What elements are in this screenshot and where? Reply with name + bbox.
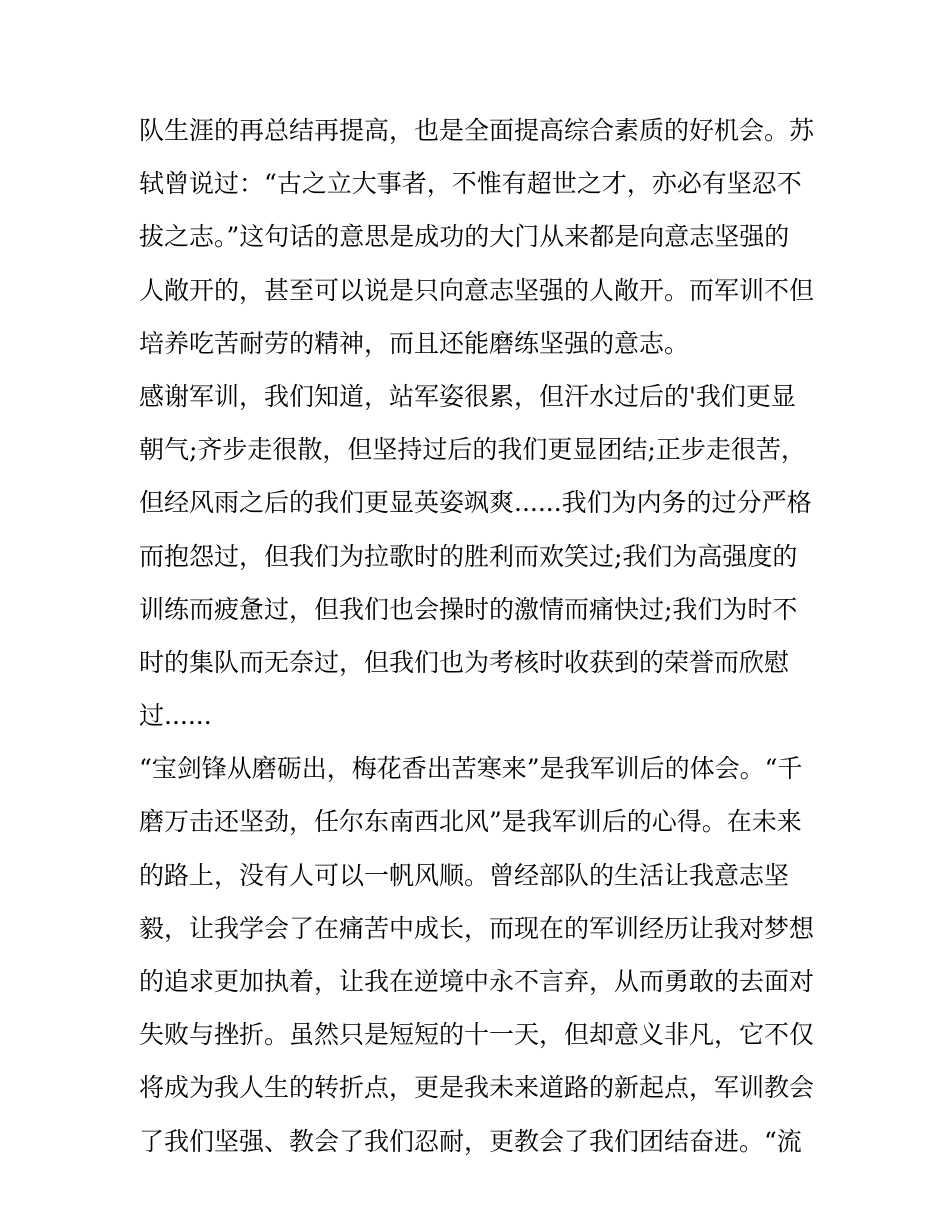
text-line: 过...... [139,701,212,731]
text-line: 时的集队而无奈过，但我们也为考核时收获到的荣誉而欣慰 [139,647,790,677]
text-line: 毅，让我学会了在痛苦中成长，而现在的军训经历让我对梦想 [139,913,815,943]
text-line: 了我们坚强、教会了我们忍耐，更教会了我们团结奋进。“流 [139,1126,802,1156]
text-line: 培养吃苦耐劳的精神，而且还能磨练坚强的意志。 [139,328,690,358]
document-body [139,104,813,1168]
text-line: 朝气;齐步走很散，但坚持过后的我们更显团结;正步走很苦， [139,435,806,465]
text-line: 拔之志。”这句话的意思是成功的大门从来都是向意志坚强的 [139,222,790,252]
text-line: 队生涯的再总结再提高，也是全面提高综合素质的好机会。苏 [139,116,815,145]
text-line: 将成为我人生的转折点，更是我未来道路的新起点，军训教会 [139,1073,815,1103]
text-line: 轼曾说过：“古之立大事者，不惟有超世之才，亦必有坚忍不 [139,169,802,199]
text-line: 而抱怨过，但我们为拉歌时的胜利而欢笑过;我们为高强度的 [139,541,798,571]
text-line: 人敞开的，甚至可以说是只向意志坚强的人敞开。而军训不但 [139,275,815,305]
text-line: 的追求更加执着，让我在逆境中永不言弃，从而勇敢的去面对 [139,967,815,996]
text-line: 失败与挫折。虽然只是短短的十一天，但却意义非凡，它不仅 [139,1020,815,1050]
text-line: 训练而疲惫过，但我们也会操时的激情而痛快过;我们为时不 [139,594,798,624]
text-line: 但经风雨之后的我们更显英姿飒爽......我们为内务的过分严格 [139,488,812,518]
text-line: 感谢军训，我们知道，站军姿很累，但汗水过后的'我们更显 [139,381,796,411]
text-line: “宝剑锋从磨砺出，梅花香出苦寒来”是我军训后的体会。“千 [139,754,803,784]
text-line: 磨万击还坚劲，任尔东南西北风”是我军训后的心得。在未来 [139,807,802,837]
text-line: 的路上，没有人可以一帆风顺。曾经部队的生活让我意志坚 [139,860,790,890]
